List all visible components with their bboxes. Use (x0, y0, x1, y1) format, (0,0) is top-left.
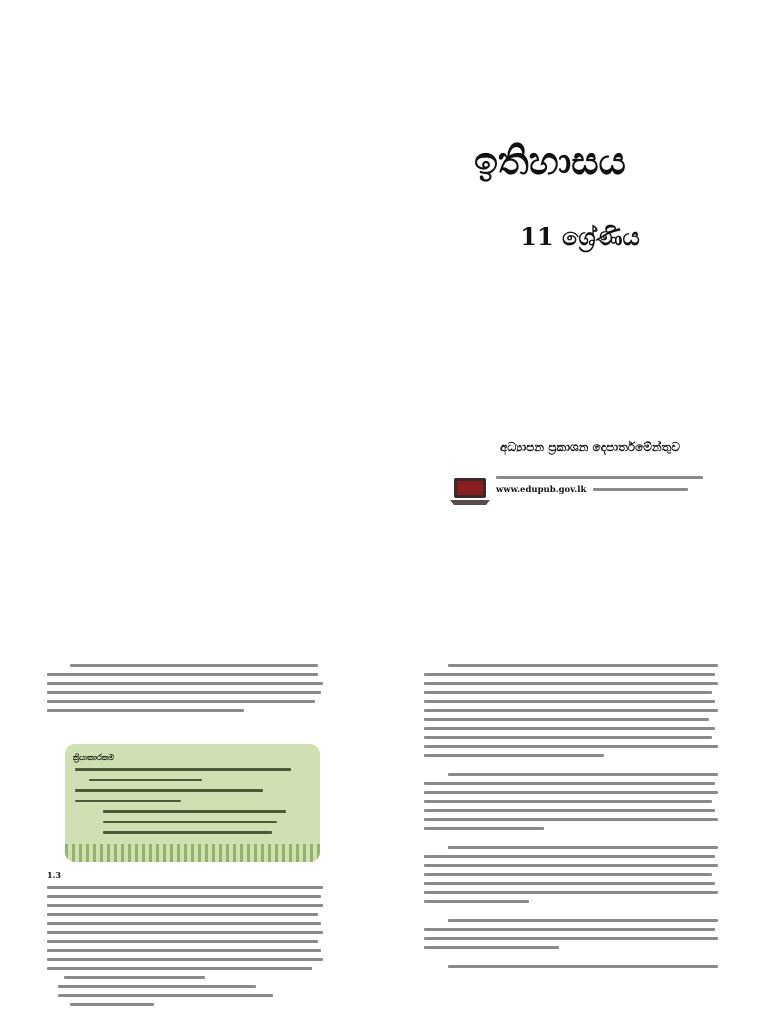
website-url: www.edupub.gov.lk (496, 485, 587, 495)
notice-text-line (593, 488, 688, 491)
section-heading: 1.3 (47, 870, 61, 880)
laptop-icon (448, 476, 492, 506)
publisher-name: අධ්‍යාපන ප්‍රකාශන දෙපාර්තමේන්තුව (499, 440, 681, 454)
notice-text-line (496, 476, 703, 479)
digital-copy-notice (496, 476, 726, 496)
activity-heading: ක්‍රියාකාරකම (73, 752, 115, 762)
book-title: ඉතිහාසය (474, 138, 626, 183)
grade-label: 11 ශ්‍රේණිය (520, 222, 640, 251)
activity-box (65, 744, 320, 862)
left-body-text (47, 664, 329, 720)
right-body-text (424, 664, 724, 976)
left-body-text-2 (47, 886, 329, 1012)
